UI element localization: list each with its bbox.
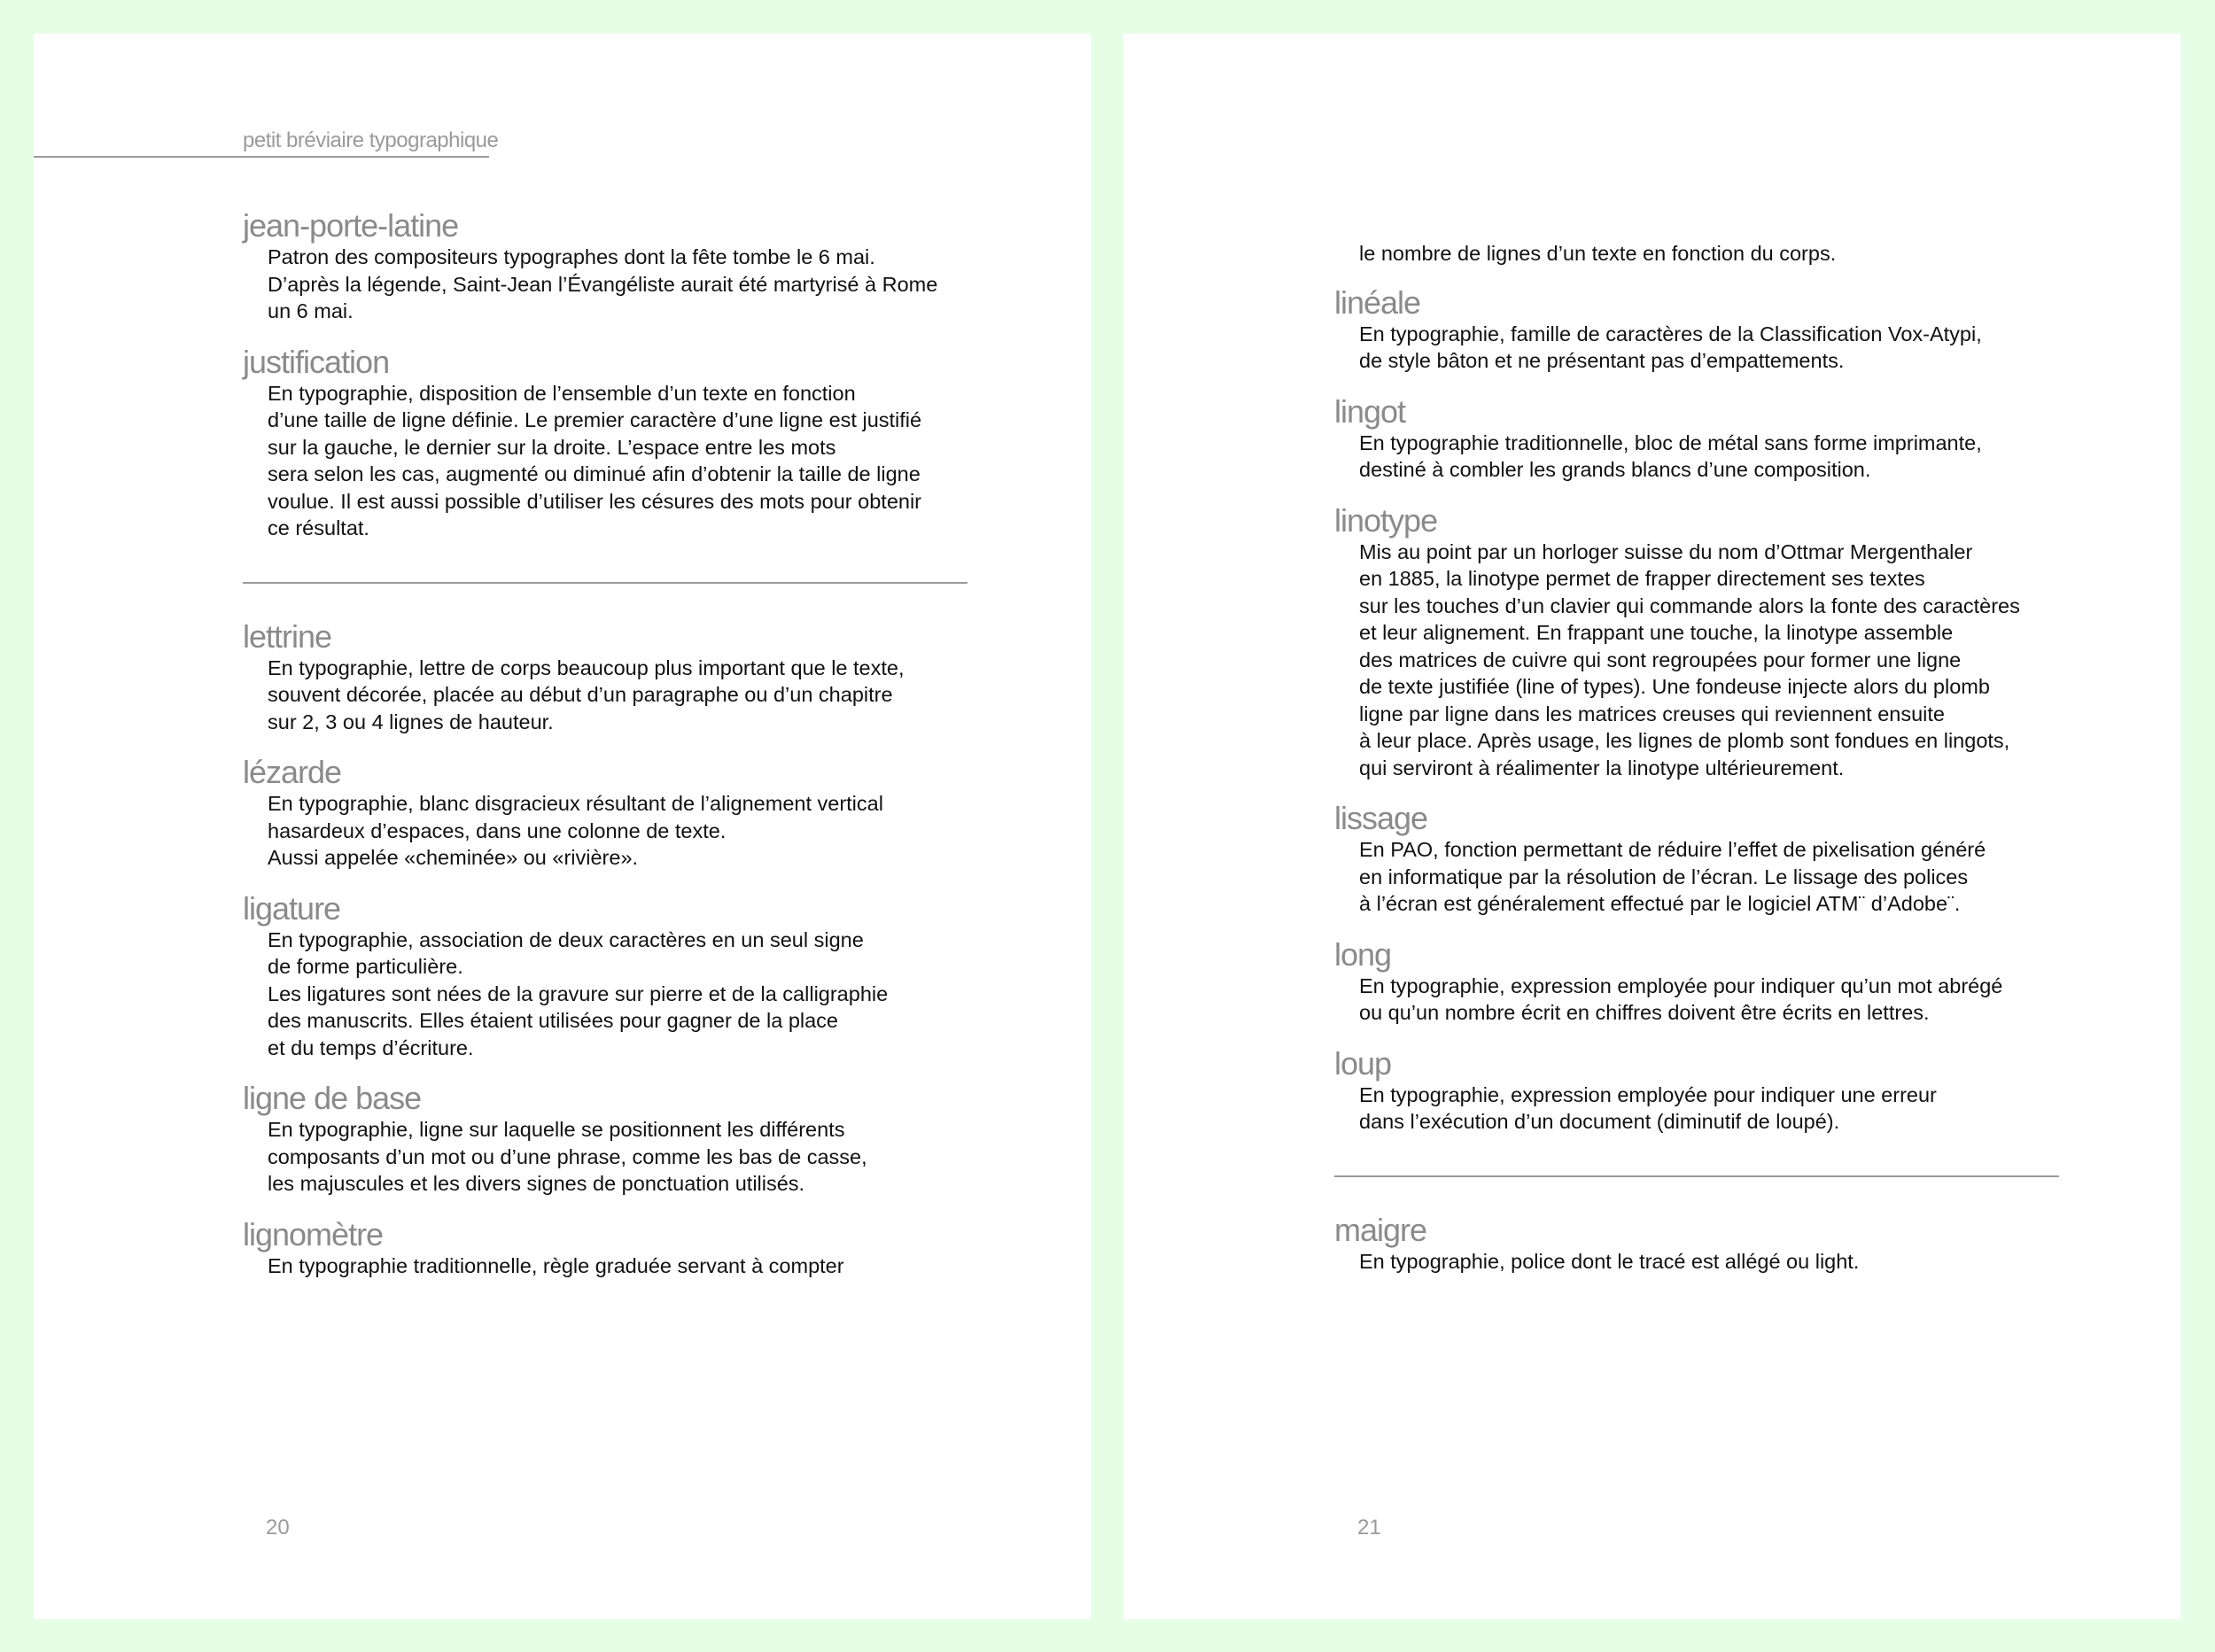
definition-line: En typographie, famille de caractères de la Classification Vox-Atypi, — [1359, 322, 1982, 345]
page-number: 21 — [1357, 1516, 1381, 1540]
entry-term: linéale — [1334, 283, 1421, 321]
entry-group-2 — [243, 619, 978, 1280]
glossary-entry — [1334, 1046, 2070, 1136]
definition-line: Patron des compositeurs typographes dont la fête tombe le 6 mai. — [268, 245, 875, 268]
definition-line: Mis au point par un horloger suisse du nom d’Ottmar Mergenthaler — [1359, 539, 1973, 563]
definition-line: composants d’un mot ou d’une phrase, comme les bas de casse, — [268, 1144, 867, 1168]
definition-line: un 6 mai. — [268, 299, 354, 322]
entry-group-1 — [1334, 285, 2070, 1136]
left-column — [243, 208, 978, 1299]
definition-line: ligne par ligne dans les matrices creuses qui reviennent ensuite — [1359, 702, 1945, 725]
entry-term: ligature — [243, 889, 341, 927]
entry-term: justification — [243, 343, 390, 380]
definition-line: sur 2, 3 ou 4 lignes de hauteur. — [268, 710, 554, 733]
definition-line: souvent décorée, placée au début d’un paragraphe ou d’un chapitre — [268, 683, 893, 706]
definition-line: D’après la légende, Saint-Jean l’Évangéliste aurait été martyrisé à Rome — [268, 272, 938, 296]
left-page — [34, 34, 1091, 1619]
entry-definition — [1334, 321, 2070, 375]
entry-definition — [243, 1116, 978, 1198]
glossary-entry — [1334, 1213, 2070, 1276]
definition-line: En PAO, fonction permettant de réduire l’effet de pixelisation généré — [1359, 838, 1986, 861]
running-head-rule — [34, 156, 489, 158]
glossary-entry — [1334, 937, 2070, 1027]
right-page — [1123, 34, 2180, 1619]
definition-line: sur la gauche, le dernier sur la droite. L’espace entre les mots — [268, 435, 836, 459]
definition-line: de style bâton et ne présentant pas d’empattements. — [1359, 349, 1845, 372]
definition-line: En typographie, police dont le tracé est allégé ou light. — [1359, 1249, 1860, 1273]
entry-term: ligne de base — [243, 1080, 422, 1116]
entry-term: loup — [1334, 1044, 1392, 1082]
definition-line: en 1885, la linotype permet de frapper directement ses textes — [1359, 567, 1925, 590]
definition-line: En typographie, blanc disgracieux résultant de l’alignement vertical — [268, 792, 883, 815]
entry-term: linotype — [1334, 501, 1438, 539]
entry-definition — [243, 927, 978, 1062]
entry-term: lignomètre — [243, 1215, 384, 1253]
definition-line: d’une taille de ligne définie. Le premier caractère d’une ligne est justifié — [268, 408, 922, 431]
entry-definition — [243, 790, 978, 872]
glossary-entry — [243, 1081, 978, 1198]
definition-line: ou qu’un nombre écrit en chiffres doivent être écrits en lettres. — [1359, 1001, 1930, 1024]
definition-line: En typographie, ligne sur laquelle se positionnent les différents — [268, 1118, 845, 1141]
glossary-entry — [243, 1217, 978, 1280]
glossary-entry — [1334, 503, 2070, 782]
entry-definition — [1334, 836, 2070, 918]
definition-line: des manuscrits. Elles étaient utilisées pour gagner de la place — [268, 1009, 839, 1032]
glossary-entry — [243, 345, 978, 542]
definition-line: à leur place. Après usage, les lignes de plomb sont fondues en lingots, — [1359, 729, 2010, 752]
entry-definition — [243, 1253, 978, 1280]
definition-line: voulue. Il est aussi possible d’utiliser les césures des mots pour obtenir — [268, 489, 922, 513]
entry-term: lettrine — [243, 617, 332, 655]
entry-definition — [243, 655, 978, 736]
entry-definition — [1334, 1082, 2070, 1136]
definition-line: à l’écran est généralement effectué par le logiciel ATM¨ d’Adobe¨. — [1359, 892, 1961, 915]
definition-line: sera selon les cas, augmenté ou diminué afin d’obtenir la taille de ligne — [268, 462, 921, 485]
entry-definition — [243, 380, 978, 542]
definition-line: en informatique par la résolution de l’écran. Le lissage des polices — [1359, 865, 1969, 888]
definition-line: les majuscules et les divers signes de ponctuation utilisés. — [268, 1172, 805, 1195]
definition-line: En typographie, disposition de l’ensemble d’un texte en fonction — [268, 381, 856, 405]
definition-line: En typographie traditionnelle, bloc de métal sans forme imprimante, — [1359, 430, 1982, 454]
entry-term: lingot — [1334, 392, 1406, 430]
glossary-entry — [243, 619, 978, 736]
definition-line: qui serviront à réalimenter la linotype ultérieurement. — [1359, 756, 1845, 779]
glossary-entry — [243, 891, 978, 1062]
definition-line: Aussi appelée «cheminée» ou «rivière». — [268, 846, 639, 869]
definition-line: des matrices de cuivre qui sont regroupées pour former une ligne — [1359, 648, 1962, 671]
definition-line: hasardeux d’espaces, dans une colonne de texte. — [268, 818, 727, 842]
definition-line: sur les touches d’un clavier qui commande alors la fonte des caractères — [1359, 593, 2020, 617]
definition-line: de forme particulière. — [268, 955, 463, 978]
definition-line: Les ligatures sont nées de la gravure sur pierre et de la calligraphie — [268, 981, 889, 1005]
continued-definition: le nombre de lignes d’un texte en fonction du corps. — [1359, 242, 1837, 265]
entry-group-1 — [243, 208, 978, 542]
definition-line: dans l’exécution d’un document (diminutif de loupé). — [1359, 1110, 1840, 1133]
entry-definition — [1334, 1248, 2070, 1276]
entry-definition — [1334, 539, 2070, 782]
entry-group-2 — [1334, 1213, 2070, 1276]
entry-definition — [1334, 430, 2070, 484]
definition-line: En typographie, expression employée pour indiquer une erreur — [1359, 1082, 1937, 1106]
right-column — [1334, 208, 2070, 1294]
definition-line: et du temps d’écriture. — [268, 1035, 474, 1059]
definition-line: ce résultat. — [268, 516, 369, 539]
entry-term: maigre — [1334, 1211, 1427, 1248]
definition-line: destiné à combler les grands blancs d’une composition. — [1359, 458, 1871, 481]
glossary-entry — [1334, 285, 2070, 375]
section-divider — [243, 582, 968, 584]
definition-line: En typographie, expression employée pour indiquer qu’un mot abrégé — [1359, 973, 2003, 997]
definition-line: de texte justifiée (line of types). Une fondeuse injecte alors du plomb — [1359, 675, 1990, 698]
entry-definition — [1334, 973, 2070, 1027]
definition-line: En typographie traditionnelle, règle graduée servant à compter — [268, 1253, 844, 1277]
running-head: petit bréviaire typographique — [243, 128, 499, 152]
glossary-entry — [243, 208, 978, 325]
definition-line: et leur alignement. En frappant une touche, la linotype assemble — [1359, 621, 1954, 644]
entry-term: lissage — [1334, 800, 1428, 836]
entry-term: lézarde — [243, 754, 342, 790]
section-divider — [1334, 1175, 2059, 1177]
entry-term: long — [1334, 935, 1392, 973]
glossary-entry — [1334, 801, 2070, 918]
entry-term: jean-porte-latine — [243, 207, 459, 244]
page-number: 20 — [266, 1516, 290, 1540]
entry-definition — [243, 244, 978, 325]
glossary-entry — [243, 755, 978, 872]
definition-line: En typographie, lettre de corps beaucoup plus important que le texte, — [268, 655, 905, 679]
definition-line: En typographie, association de deux caractères en un seul signe — [268, 927, 864, 951]
glossary-entry — [1334, 394, 2070, 484]
